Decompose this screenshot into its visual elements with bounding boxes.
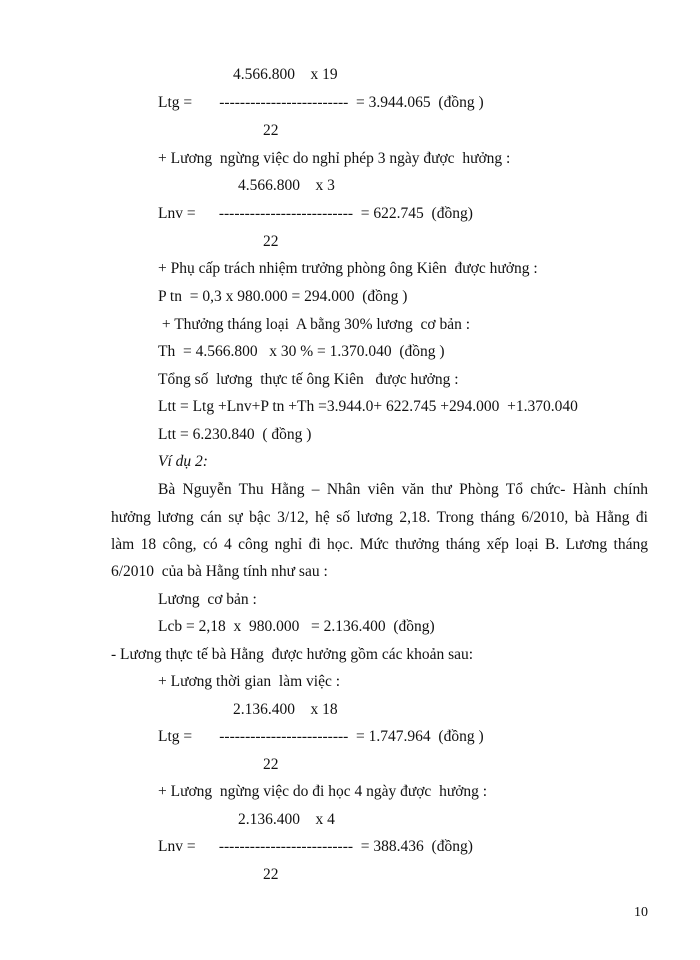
text-line: + Thưởng tháng loại A bằng 30% lương cơ bản :	[158, 316, 471, 333]
paragraph-line: 6/2010 của bà Hằng tính như sau :	[111, 563, 328, 580]
formula-lcb: Lcb = 2,18 x 980.000 = 2.136.400 (đồng)	[158, 618, 435, 635]
formula-numerator: 4.566.800 x 19	[233, 66, 338, 83]
text-line: + Lương thời gian làm việc :	[158, 673, 341, 690]
formula-denominator: 22	[263, 756, 279, 773]
text-line: Tổng số lương thực tế ông Kiên được hưởng :	[158, 371, 459, 388]
text-line: Lương cơ bản :	[158, 591, 257, 608]
text-line: + Phụ cấp trách nhiệm trưởng phòng ông Kiên được hưởng :	[158, 260, 538, 277]
formula-denominator: 22	[263, 122, 279, 139]
formula-denominator: 22	[263, 233, 279, 250]
formula-ltt: Ltt = Ltg +Lnv+P tn +Th =3.944.0+ 622.745 +294.000 +1.370.040	[158, 398, 578, 415]
paragraph-line: hưởng lương cán sự bậc 3/12, hệ số lương 2,18. Trong tháng 6/2010, bà Hằng đi	[111, 509, 648, 526]
formula-ptn: P tn = 0,3 x 980.000 = 294.000 (đồng )	[158, 288, 408, 305]
formula-numerator: 2.136.400 x 4	[238, 811, 335, 828]
text-line: + Lương ngừng việc do nghỉ phép 3 ngày được hưởng :	[158, 150, 511, 167]
formula-numerator: 2.136.400 x 18	[233, 701, 338, 718]
page-number: 10	[634, 905, 648, 920]
formula-numerator: 4.566.800 x 3	[238, 177, 335, 194]
paragraph-line: Bà Nguyễn Thu Hằng – Nhân viên văn thư Phòng Tổ chức- Hành chính	[158, 481, 648, 498]
formula-lnv: Lnv = -------------------------- = 622.745 (đồng)	[158, 205, 473, 222]
example-heading: Ví dụ 2:	[158, 453, 208, 470]
formula-ltg: Ltg = ------------------------- = 3.944.065 (đồng )	[158, 94, 484, 111]
text-line: + Lương ngừng việc do đi học 4 ngày được hưởng :	[158, 783, 488, 800]
formula-denominator: 22	[263, 866, 279, 883]
paragraph-line: làm 18 công, có 4 công nghỉ đi học. Mức thưởng tháng xếp loại B. Lương tháng	[111, 536, 648, 553]
formula-ltt-result: Ltt = 6.230.840 ( đồng )	[158, 426, 312, 443]
formula-lnv: Lnv = -------------------------- = 388.436 (đồng)	[158, 838, 473, 855]
text-line: - Lương thực tế bà Hằng được hưởng gồm các khoản sau:	[111, 646, 474, 663]
formula-ltg: Ltg = ------------------------- = 1.747.964 (đồng )	[158, 728, 484, 745]
formula-th: Th = 4.566.800 x 30 % = 1.370.040 (đồng )	[158, 343, 445, 360]
